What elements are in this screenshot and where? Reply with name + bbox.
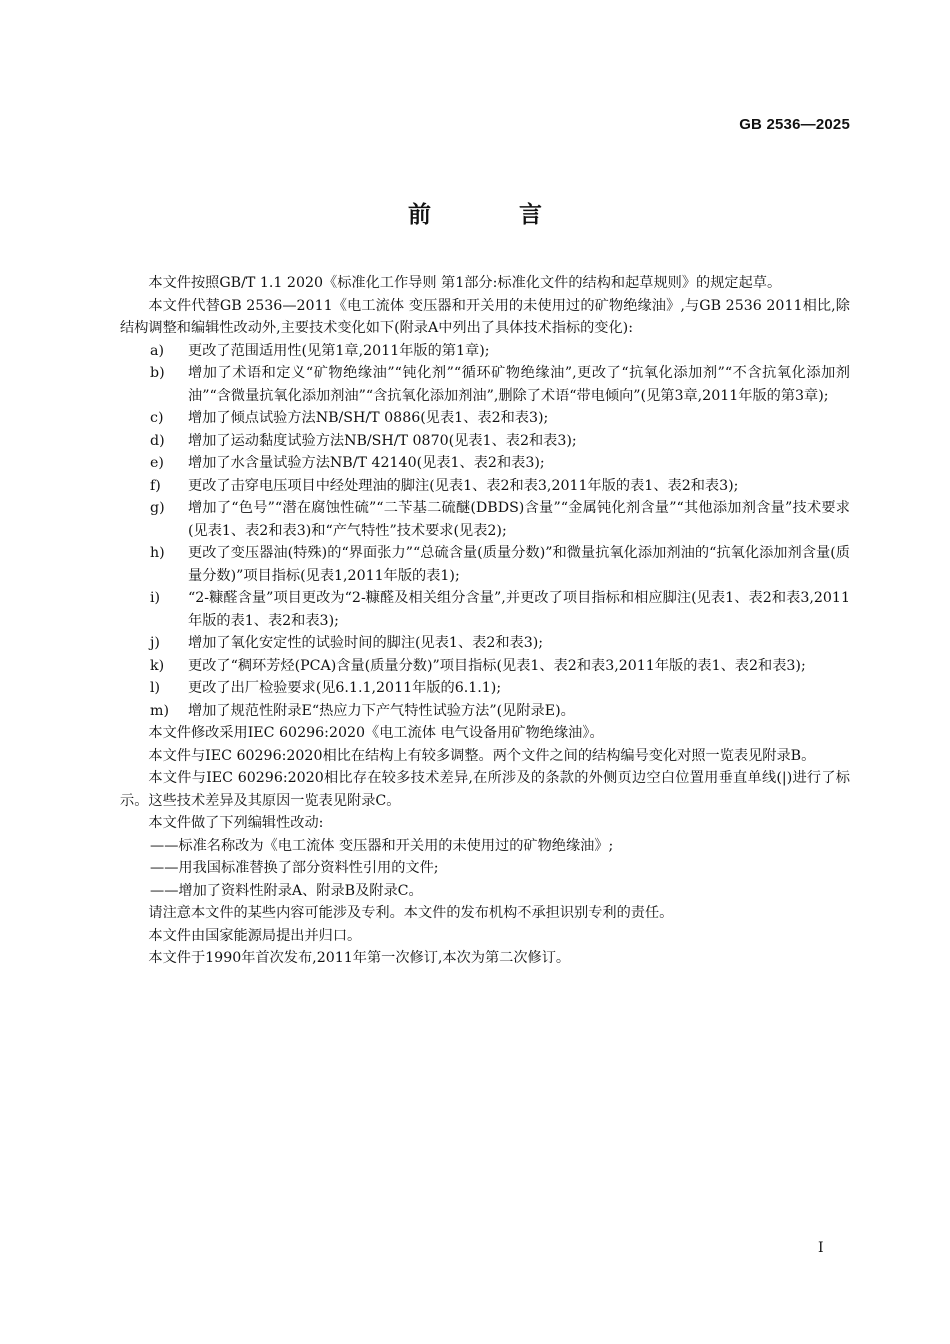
- list-item: [120, 700, 850, 723]
- list-item: [120, 340, 850, 363]
- list-item-text: 更改了“稠环芳烃(PCA)含量(质量分数)”项目指标(见表1、表2和表3,2011年版的表1、表2和表3);: [188, 657, 806, 674]
- paragraph-adoption: 本文件修改采用IEC 60296:2020《电工流体 电气设备用矿物绝缘油》。: [148, 725, 604, 741]
- list-item: ——标准名称改为《电工流体 变压器和开关用的未使用过的矿物绝缘油》;: [150, 837, 614, 854]
- list-item-text: 增加了倾点试验方法NB/SH/T 0886(见表1、表2和表3);: [188, 410, 549, 426]
- list-marker: m): [150, 702, 169, 719]
- list-item: [120, 475, 850, 498]
- list-marker: f): [150, 477, 161, 494]
- paragraph-proposer: 本文件由国家能源局提出并归口。: [148, 927, 362, 944]
- paragraph-patent-notice: 请注意本文件的某些内容可能涉及专利。本文件的发布机构不承担识别专利的责任。: [148, 905, 674, 921]
- list-item: ——用我国标准替换了部分资料性引用的文件;: [150, 860, 439, 876]
- list-item-text: “2-糠醛含量”项目更改为“2-糠醛及相关组分含量”,并更改了项目指标和相应脚注(见表1、表2和表3,2011年版的表1、表2和表3);: [188, 590, 850, 629]
- document-code: GB 2536—2025: [739, 116, 850, 133]
- list-item: [120, 677, 850, 700]
- list-item-text: 更改了变压器油(特殊)的“界面张力”“总硫含量(质量分数)”和微量抗氧化添加剂油的“抗氧化添加剂含量(质量分数)”项目指标(见表1,2011年版的表1);: [188, 545, 850, 584]
- paragraph-history: 本文件于1990年首次发布,2011年第一次修订,本次为第二次修订。: [148, 950, 571, 966]
- page-number: I: [818, 1240, 824, 1256]
- paragraph-drafting-rules: 本文件按照GB/T 1.1 2020《标准化工作导则 第1部分:标准化文件的结构和起草规则》的规定起草。: [148, 275, 782, 291]
- list-marker: a): [150, 342, 164, 359]
- list-marker: l): [150, 680, 161, 696]
- list-item: [120, 497, 850, 542]
- list-item: [120, 430, 850, 453]
- list-marker: b): [150, 365, 165, 381]
- list-item: [120, 362, 850, 407]
- list-marker: g): [150, 500, 165, 516]
- list-item: [120, 632, 850, 655]
- list-item-text: 增加了规范性附录E“热应力下产气特性试验方法”(见附录E)。: [188, 702, 575, 719]
- paragraph-technical-differences: 本文件与IEC 60296:2020相比存在较多技术差异,在所涉及的条款的外侧页边空白位置用垂直单线(|)进行了标示。这些技术差异及其原因一览表见附录C。: [120, 770, 850, 809]
- list-item: ——增加了资料性附录A、附录B及附录C。: [150, 882, 423, 899]
- paragraph-replacement: 本文件代替GB 2536—2011《电工流体 变压器和开关用的未使用过的矿物绝缘油》,与GB 2536 2011相比,除结构调整和编辑性改动外,主要技术变化如下(附录A中列出了具体技术指标的变化):: [120, 297, 850, 336]
- list-item-text: 增加了水含量试验方法NB/T 42140(见表1、表2和表3);: [188, 455, 545, 471]
- list-item-text: 更改了出厂检验要求(见6.1.1,2011年版的6.1.1);: [188, 680, 502, 696]
- list-item: [120, 407, 850, 430]
- paragraph-structure-differences: 本文件与IEC 60296:2020相比在结构上有较多调整。两个文件之间的结构编号变化对照一览表见附录B。: [148, 747, 816, 764]
- list-item: [120, 542, 850, 587]
- list-item-text: 增加了术语和定义“矿物绝缘油”“钝化剂”“循环矿物绝缘油”,更改了“抗氧化添加剂”“不含抗氧化添加剂油”“含微量抗氧化添加剂油”“含抗氧化添加剂油”,删除了术语“带电倾向”(见第3章,2011年版的第3章);: [188, 365, 850, 404]
- list-marker: c): [150, 410, 164, 426]
- list-marker: j): [150, 635, 160, 651]
- editorial-changes-list: [120, 835, 850, 903]
- list-marker: k): [150, 657, 165, 674]
- document-body: [120, 272, 850, 970]
- list-marker: h): [150, 545, 165, 561]
- list-item-text: 增加了运动黏度试验方法NB/SH/T 0870(见表1、表2和表3);: [188, 432, 577, 449]
- list-item-text: 增加了“色号”“潜在腐蚀性硫”“二苄基二硫醚(DBDS)含量”“金属钝化剂含量”“其他添加剂含量”技术要求(见表1、表2和表3)和“产气特性”技术要求(见表2);: [188, 500, 850, 539]
- list-item: [120, 655, 850, 678]
- page-title: 前 言: [407, 202, 582, 228]
- list-item-text: 更改了范围适用性(见第1章,2011年版的第1章);: [188, 342, 490, 359]
- changes-list: [120, 340, 850, 723]
- list-marker: e): [150, 455, 164, 471]
- list-item: [120, 452, 850, 475]
- list-marker: d): [150, 432, 165, 449]
- list-marker: i): [150, 590, 161, 606]
- list-item-text: 增加了氧化安定性的试验时间的脚注(见表1、表2和表3);: [188, 635, 544, 651]
- list-item: [120, 587, 850, 632]
- paragraph-editorial-intro: 本文件做了下列编辑性改动:: [148, 815, 324, 831]
- list-item-text: 更改了击穿电压项目中经处理油的脚注(见表1、表2和表3,2011年版的表1、表2和表3);: [188, 477, 739, 494]
